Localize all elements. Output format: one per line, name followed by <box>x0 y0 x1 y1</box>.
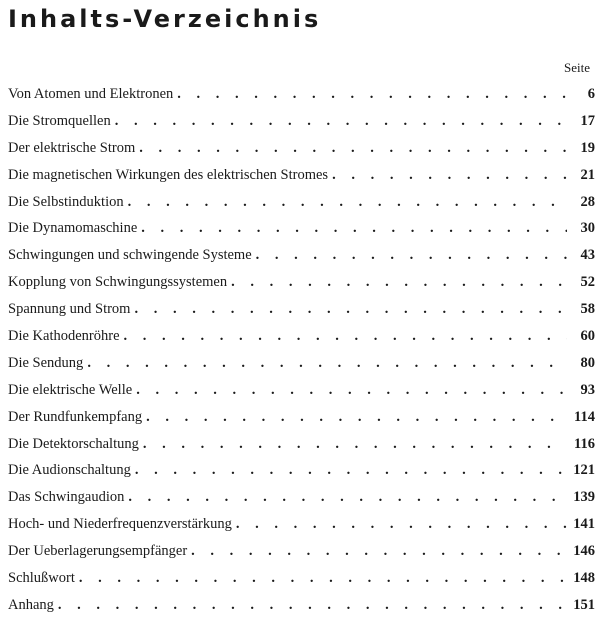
toc-entry-page: 30 <box>580 220 595 237</box>
toc-leader-dots <box>177 84 567 104</box>
toc-leader-dots <box>136 380 567 400</box>
toc-entry <box>8 245 595 272</box>
toc-entry-page: 114 <box>574 408 595 425</box>
page-title: Inhalts-Verzeichnis <box>8 5 322 33</box>
toc-entry-title: Die Stromquellen <box>8 112 111 129</box>
toc-leader-dots <box>135 460 567 480</box>
toc-entry <box>8 299 595 326</box>
toc-entry-page: 60 <box>580 328 595 345</box>
toc-entry-title: Der elektrische Strom <box>8 139 136 156</box>
toc-entry-page: 121 <box>573 462 595 479</box>
toc-entry-title: Die Sendung <box>8 354 84 371</box>
toc-leader-dots <box>256 245 567 265</box>
toc-leader-dots <box>58 595 567 615</box>
toc-entry-title: Hoch- und Niederfrequenzverstärkung <box>8 516 232 533</box>
toc-entry <box>8 192 595 219</box>
toc-entry-title: Die Audionschaltung <box>8 462 131 479</box>
toc-entry <box>8 380 595 407</box>
toc-leader-dots <box>146 407 567 427</box>
toc-entry <box>8 138 595 165</box>
toc-entry <box>8 111 595 138</box>
toc-entry-page: 17 <box>580 112 595 129</box>
toc-entry-title: Anhang <box>8 596 54 613</box>
toc-entry-page: 151 <box>573 596 595 613</box>
toc-entry-title: Schlußwort <box>8 570 75 587</box>
toc-entry <box>8 434 595 461</box>
toc-entry-title: Der Rundfunkempfang <box>8 408 143 425</box>
toc-entry-title: Die Selbstinduktion <box>8 193 124 210</box>
toc-entry-page: 43 <box>580 247 595 264</box>
toc-entry <box>8 595 595 622</box>
toc-entry-title: Das Schwingaudion <box>8 489 125 506</box>
toc-leader-dots <box>115 111 567 131</box>
page-column-header: Seite <box>564 60 590 75</box>
toc-leader-dots <box>141 218 567 238</box>
toc-entry <box>8 541 595 568</box>
toc-entry-title: Die Kathodenröhre <box>8 328 120 345</box>
toc-entry-title: Die magnetischen Wirkungen des elektrischen Stromes <box>8 166 329 183</box>
toc-entry <box>8 407 595 434</box>
toc-leader-dots <box>79 568 567 588</box>
toc-entry <box>8 272 595 299</box>
toc-leader-dots <box>87 353 567 373</box>
toc-entry <box>8 218 595 245</box>
toc-entry-page: 28 <box>580 193 595 210</box>
toc-leader-dots <box>236 514 567 534</box>
toc-entry-page: 116 <box>574 435 595 452</box>
toc-leader-dots <box>191 541 567 561</box>
toc-entry-title: Die Dynamomaschine <box>8 220 138 237</box>
toc-entry-title: Die elektrische Welle <box>8 381 133 398</box>
toc-entry-title: Die Detektorschaltung <box>8 435 139 452</box>
toc-leader-dots <box>128 487 567 507</box>
toc-leader-dots <box>128 192 567 212</box>
toc-leader-dots <box>124 326 567 346</box>
toc-entry <box>8 514 595 541</box>
toc-entry <box>8 165 595 192</box>
toc-list <box>8 84 595 622</box>
toc-entry-page: 93 <box>580 381 595 398</box>
toc-entry-title: Schwingungen und schwingende Systeme <box>8 247 252 264</box>
toc-entry-title: Der Ueberlagerungsempfänger <box>8 543 188 560</box>
toc-entry-title: Kopplung von Schwingungssystemen <box>8 274 228 291</box>
toc-entry-page: 19 <box>580 139 595 156</box>
toc-entry <box>8 326 595 353</box>
toc-entry-page: 52 <box>580 274 595 291</box>
toc-entry-page: 58 <box>580 301 595 318</box>
toc-entry <box>8 460 595 487</box>
toc-entry-title: Von Atomen und Elektronen <box>8 86 174 102</box>
toc-entry-page: 141 <box>573 516 595 533</box>
toc-leader-dots <box>231 272 567 292</box>
toc-entry <box>8 84 595 111</box>
toc-leader-dots <box>139 138 567 158</box>
toc-entry-page: 21 <box>580 166 595 183</box>
toc-entry-page: 139 <box>573 489 595 506</box>
toc-entry-title: Spannung und Strom <box>8 301 131 318</box>
toc-leader-dots <box>134 299 567 319</box>
toc-entry-page: 6 <box>587 86 595 102</box>
toc-entry <box>8 487 595 514</box>
toc-entry-page: 148 <box>573 570 595 587</box>
toc-entry <box>8 353 595 380</box>
toc-entry <box>8 568 595 595</box>
toc-entry-page: 146 <box>573 543 595 560</box>
toc-leader-dots <box>143 434 567 454</box>
toc-leader-dots <box>332 165 567 185</box>
toc-entry-page: 80 <box>580 354 595 371</box>
